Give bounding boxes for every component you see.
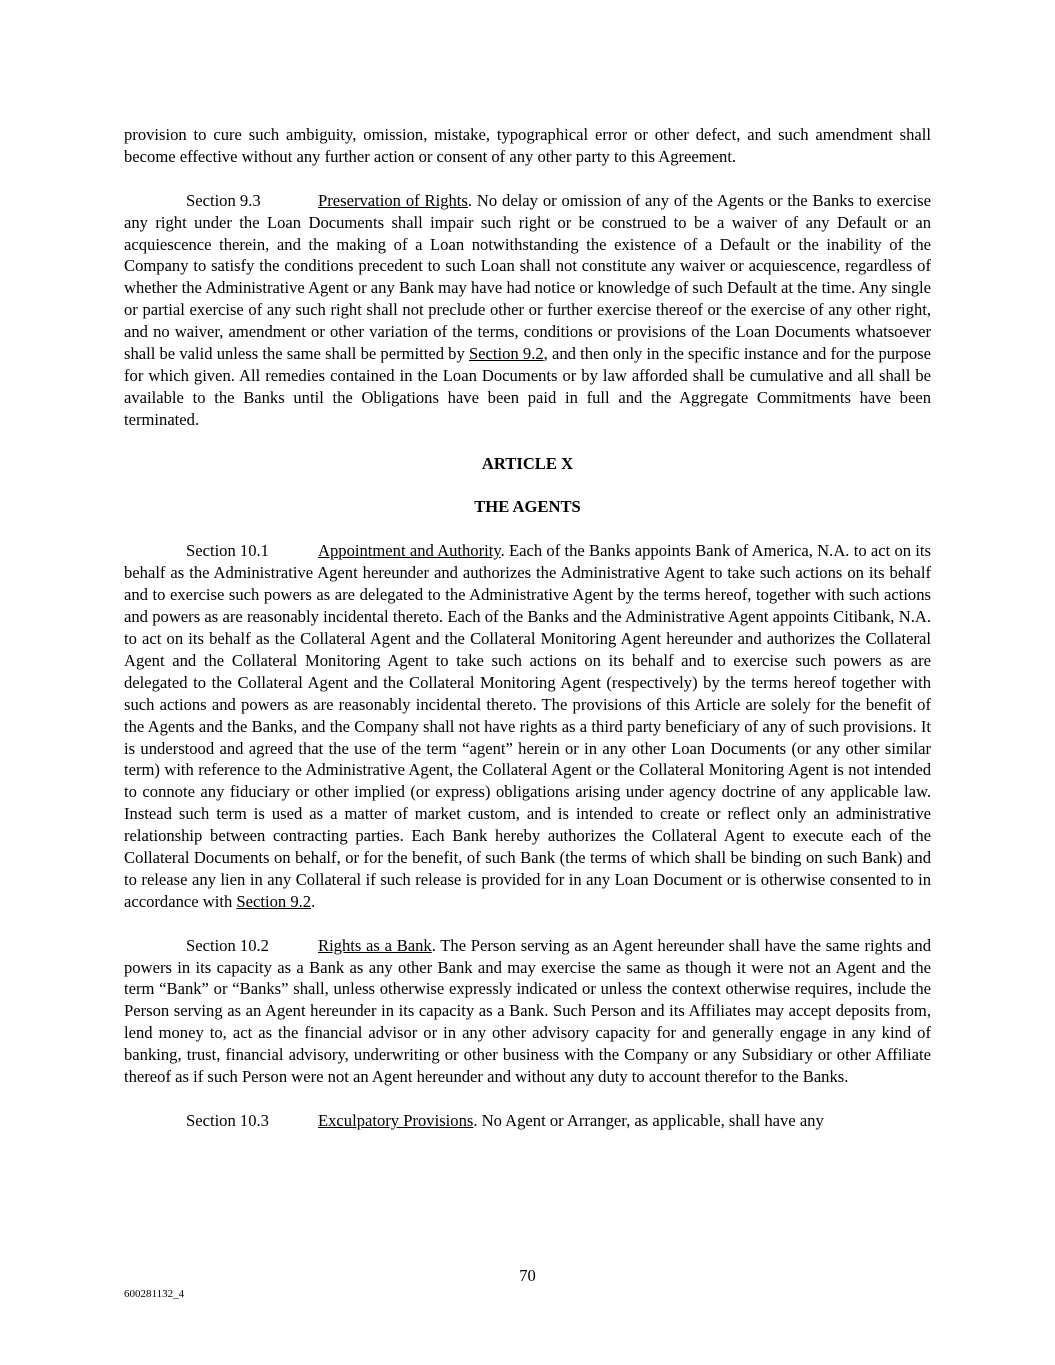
section-number: Section 10.3	[186, 1110, 269, 1130]
section-number: Section 10.1	[186, 541, 269, 561]
section-number: Section 9.3	[186, 190, 261, 210]
article-number: ARTICLE X	[481, 453, 574, 473]
document-id: 600281132_4	[124, 1288, 185, 1300]
section-10-3-paragraph	[124, 1110, 931, 1132]
section-text: .	[311, 891, 316, 911]
document-body	[124, 124, 931, 1132]
section-9-3-paragraph	[124, 190, 931, 431]
section-10-1-paragraph	[124, 540, 931, 912]
section-title: Appointment and Authority	[318, 541, 501, 561]
section-cross-reference: Section 9.2	[468, 344, 544, 364]
section-text: . No Agent or Arranger, as applicable, shall have any	[473, 1110, 824, 1130]
section-text: , and then only in the specific instance and for the purpose for which given. All remedies contained in the Loan Documents or by law afforded shall be cumulative and all shall be available to the Banks until the Obligations have been paid in full and the Aggregate Commitments have been terminated.	[124, 344, 931, 429]
page-number: 70	[519, 1266, 536, 1285]
section-number: Section 10.2	[186, 935, 269, 955]
section-cross-reference: Section 9.2	[236, 891, 312, 911]
section-title: Rights as a Bank	[318, 935, 432, 955]
section-text: . No delay or omission of any of the Agents or the Banks to exercise any right under the Loan Documents shall impair such right or be construed to be a waiver of any Default or an acquiescence therein, and the making of a Loan notwithstanding the existence of a Default or the inability of the Company to satisfy the conditions precedent to such Loan shall not constitute any waiver or acquiescence, regardless of whether the Administrative Agent or any Bank may have had notice or knowledge of such Default at the time. Any single or partial exercise of any such right shall not preclude other or further exercise thereof or the exercise of any other right, and no waiver, amendment or other variation of the terms, conditions or provisions of the Loan Documents whatsoever shall be valid unless the same shall be permitted by	[124, 190, 931, 364]
section-title: Exculpatory Provisions	[318, 1110, 474, 1130]
continuation-paragraph: provision to cure such ambiguity, omission, mistake, typographical error or other defect, and such amendment shall become effective without any further action or consent of any other party to this Agreement.	[124, 125, 931, 166]
article-title: THE AGENTS	[474, 497, 581, 517]
section-text: . The Person serving as an Agent hereunder shall have the same rights and powers in its capacity as a Bank as any other Bank and may exercise the same as though it were not an Agent and the term “Bank” or “Banks” shall, unless otherwise expressly indicated or unless the context otherwise requires, include the Person serving as an Agent hereunder in its capacity as a Bank. Such Person and its Affiliates may accept deposits from, lend money to, act as the financial advisor or in any other advisory capacity for and generally engage in any kind of banking, trust, financial advisory, underwriting or other business with the Company or any Subsidiary or other Affiliate thereof as if such Person were not an Agent hereunder and without any duty to account therefor to the Banks.	[124, 935, 931, 1087]
section-10-2-paragraph	[124, 935, 931, 1088]
section-text: . Each of the Banks appoints Bank of America, N.A. to act on its behalf as the Administrative Agent hereunder and authorizes the Administrative Agent to take such actions on its behalf and to exercise such powers as are delegated to the Administrative Agent by the terms hereof, together with such actions and powers as are reasonably incidental thereto. Each of the Banks and the Administrative Agent appoints Citibank, N.A. to act on its behalf as the Collateral Agent and the Collateral Monitoring Agent hereunder and authorizes the Collateral Agent and the Collateral Monitoring Agent to take such actions on its behalf and to exercise such powers as are delegated to the Collateral Agent and the Collateral Monitoring Agent (respectively) by the terms hereof together with such actions and powers as are reasonably incidental thereto. The provisions of this Article are solely for the benefit of the Agents and the Banks, and the Company shall not have rights as a third party beneficiary of any of such provisions. It is understood and agreed that the use of the term “agent” herein or in any other Loan Documents (or any other similar term) with reference to the Administrative Agent, the Collateral Agent or the Collateral Monitoring Agent is not intended to connote any fiduciary or other implied (or express) obligations arising under agency doctrine of any applicable law. Instead such term is used as a matter of market custom, and is intended to create or reflect only an administrative relationship between contracting parties. Each Bank hereby authorizes the Collateral Agent to execute each of the Collateral Documents on behalf, or for the benefit, of such Bank (the terms of which shall be binding on such Bank) and to release any lien in any Collateral if such release is provided for in any Loan Document or is otherwise consented to in accordance with	[124, 541, 931, 911]
section-title: Preservation of Rights	[318, 190, 468, 210]
